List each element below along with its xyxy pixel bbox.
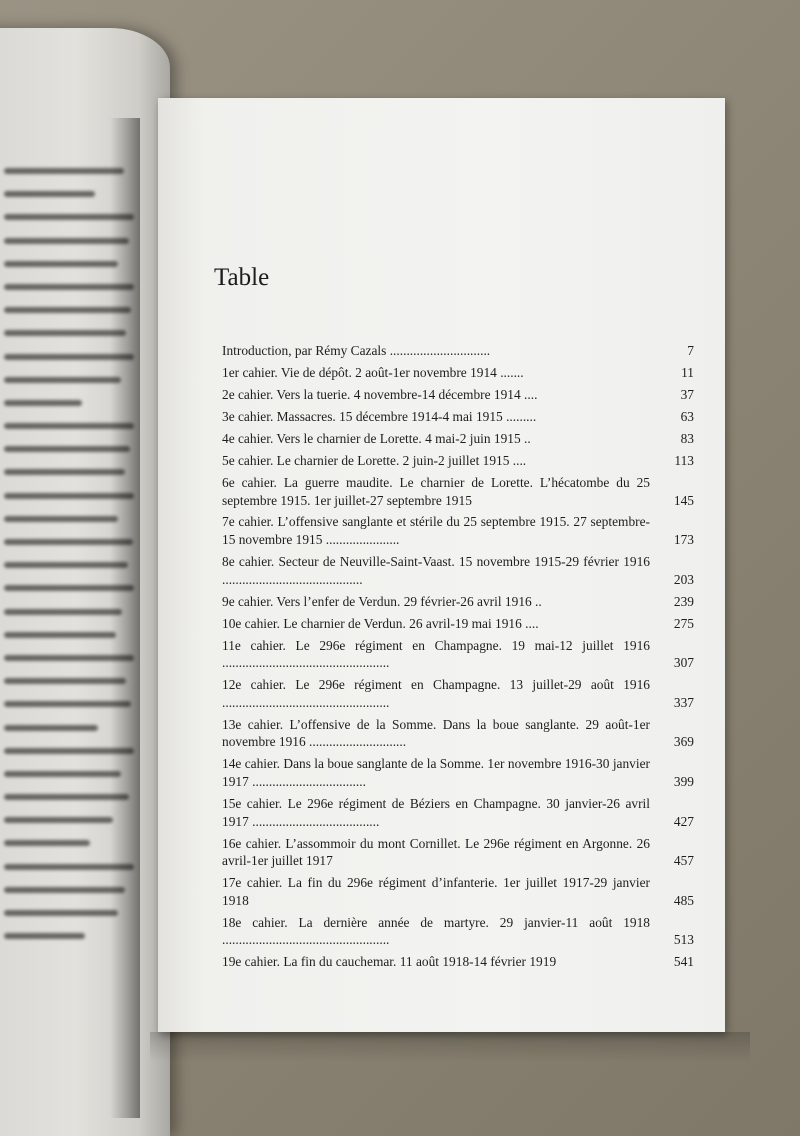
blurred-line xyxy=(4,168,124,174)
toc-entry-page: 399 xyxy=(673,773,694,789)
toc-entry-page: 485 xyxy=(673,892,694,908)
toc-entry xyxy=(222,716,694,751)
toc-entry xyxy=(222,615,694,633)
toc-entry-page: 369 xyxy=(673,734,694,750)
toc-entry xyxy=(222,474,694,509)
toc-entry-text: 18e cahier. La dernière année de martyre. 29 janvier-11 août 1918 .................................................. xyxy=(222,914,650,948)
toc-entry xyxy=(222,430,694,448)
toc-entry xyxy=(222,874,694,909)
toc-entry xyxy=(222,835,694,870)
blurred-line xyxy=(4,678,126,684)
toc-entry-text: 16e cahier. L’assommoir du mont Cornillet. Le 296e régiment en Argonne. 26 avril-1er juillet 1917 xyxy=(222,835,650,869)
toc-entry-page: 239 xyxy=(673,593,694,609)
toc-entry-page: 113 xyxy=(674,452,694,468)
blurred-line xyxy=(4,330,126,336)
blurred-line xyxy=(4,840,90,846)
toc-entry-page: 7 xyxy=(687,343,694,358)
toc-entry xyxy=(222,342,694,360)
toc-entry-text: 9e cahier. Vers l’enfer de Verdun. 29 février-26 avril 1916 .. xyxy=(222,593,542,609)
toc-entry xyxy=(222,755,694,790)
toc-entry-text: 4e cahier. Vers le charnier de Lorette. 4 mai-2 juin 1915 .. xyxy=(222,430,531,446)
toc-entry-page: 145 xyxy=(673,492,694,508)
blurred-line xyxy=(4,377,121,383)
toc-entry-text: 14e cahier. Dans la boue sanglante de la Somme. 1er novembre 1916-30 janvier 1917 .................................. xyxy=(222,756,650,789)
blurred-line xyxy=(4,771,121,777)
toc-entry-text: Introduction, par Rémy Cazals .............................. xyxy=(222,343,491,358)
blurred-line xyxy=(4,725,98,731)
toc-entry-text: 15e cahier. Le 296e régiment de Béziers en Champagne. 30 janvier-26 avril 1917 ...................................... xyxy=(222,795,650,829)
toc-entry-text: 10e cahier. Le charnier de Verdun. 26 avril-19 mai 1916 .... xyxy=(222,615,539,631)
blurred-line xyxy=(4,469,125,475)
blurred-line xyxy=(4,191,95,197)
toc-entry xyxy=(222,637,694,672)
toc-list xyxy=(222,342,694,975)
toc-entry-text: 5e cahier. Le charnier de Lorette. 2 juin-2 juillet 1915 .... xyxy=(222,452,527,468)
toc-entry-page: 427 xyxy=(673,813,694,829)
blurred-line xyxy=(4,609,122,615)
toc-entry-text: 1er cahier. Vie de dépôt. 2 août-1er novembre 1914 ....... xyxy=(222,364,524,380)
blurred-line xyxy=(4,632,116,638)
blurred-line xyxy=(4,887,125,893)
toc-entry-page: 275 xyxy=(673,615,694,631)
toc-entry xyxy=(222,364,694,382)
toc-entry-page: 337 xyxy=(673,694,694,710)
blurred-line xyxy=(4,910,118,916)
toc-entry-page: 83 xyxy=(680,430,694,446)
toc-entry-page: 203 xyxy=(673,571,694,587)
blurred-line xyxy=(4,933,85,939)
toc-entry-text: 11e cahier. Le 296e régiment en Champagne. 19 mai-12 juillet 1916 .................................................. xyxy=(222,637,650,671)
table-of-contents-page xyxy=(158,98,725,1032)
toc-entry-text: 8e cahier. Secteur de Neuville-Saint-Vaast. 15 novembre 1915-29 février 1916 .......................................... xyxy=(222,554,650,587)
blurred-line xyxy=(4,562,128,568)
toc-entry xyxy=(222,386,694,404)
toc-entry xyxy=(222,513,694,548)
toc-entry-page: 457 xyxy=(673,853,694,869)
toc-entry xyxy=(222,452,694,470)
toc-entry-page: 513 xyxy=(673,932,694,948)
blurred-line xyxy=(4,516,118,522)
toc-entry-text: 7e cahier. L’offensive sanglante et stérile du 25 septembre 1915. 27 septembre-15 novembre 1915 ...................... xyxy=(222,514,650,548)
toc-entry-text: 19e cahier. La fin du cauchemar. 11 août 1918-14 février 1919 xyxy=(222,954,557,970)
toc-entry xyxy=(222,953,694,971)
toc-entry-page: 63 xyxy=(680,408,694,424)
left-facing-page xyxy=(0,28,170,1136)
toc-entry-text: 3e cahier. Massacres. 15 décembre 1914-4 mai 1915 ......... xyxy=(222,408,537,424)
toc-entry-text: 13e cahier. L’offensive de la Somme. Dans la boue sanglante. 29 août-1er novembre 1916 ............................. xyxy=(222,716,650,750)
toc-entry-page: 37 xyxy=(680,386,694,402)
toc-entry xyxy=(222,795,694,830)
toc-entry-text: 12e cahier. Le 296e régiment en Champagne. 13 juillet-29 août 1916 .................................................. xyxy=(222,677,650,710)
toc-entry-page: 307 xyxy=(673,655,694,671)
toc-entry xyxy=(222,676,694,711)
toc-entry xyxy=(222,408,694,426)
toc-entry xyxy=(222,914,694,949)
toc-entry-text: 17e cahier. La fin du 296e régiment d’infanterie. 1er juillet 1917-29 janvier 1918 xyxy=(222,875,650,908)
toc-entry-text: 2e cahier. Vers la tuerie. 4 novembre-14 décembre 1914 .... xyxy=(222,386,538,402)
blurred-line xyxy=(4,400,82,406)
toc-entry-text: 6e cahier. La guerre maudite. Le charnier de Lorette. L’hécatombe du 25 septembre 1915. 1er juillet-27 septembre 1915 xyxy=(222,474,650,508)
page-bottom-shadow xyxy=(150,1032,750,1062)
toc-entry-page: 541 xyxy=(673,954,694,970)
toc-entry xyxy=(222,593,694,611)
toc-entry-page: 173 xyxy=(673,532,694,548)
toc-entry xyxy=(222,553,694,588)
page-title: Table xyxy=(214,264,270,291)
book-gutter-shadow xyxy=(110,118,140,1118)
blurred-line xyxy=(4,817,113,823)
toc-entry-page: 11 xyxy=(681,364,694,380)
blurred-line xyxy=(4,261,118,267)
